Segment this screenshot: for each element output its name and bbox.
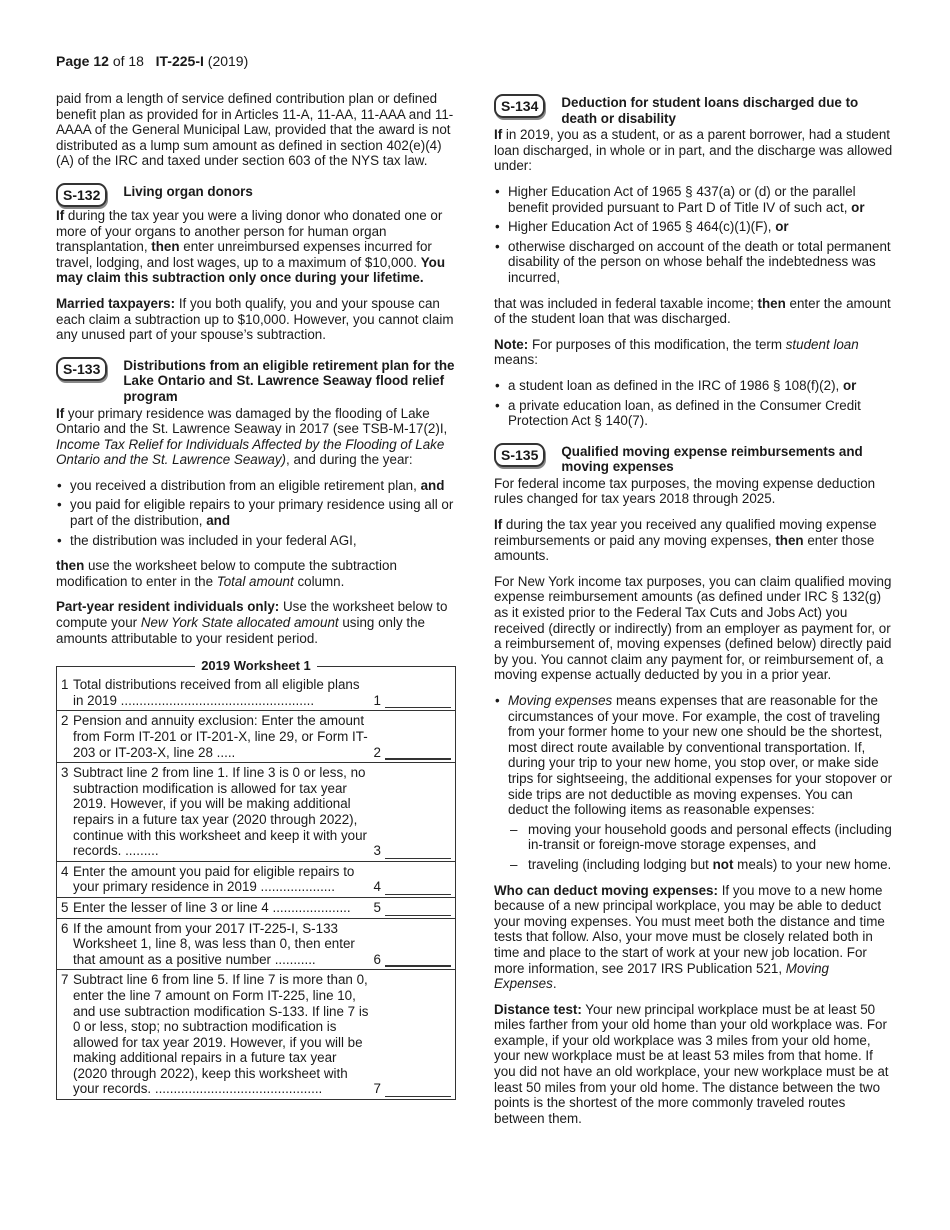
s135-p4-b1: Who can deduct moving expenses: [494, 882, 718, 898]
s132-p2-t1: If you both qualify, you and your spouse can each claim a subtraction up to $10,000. However, you cannot claim any unused part of your spouse’s subtraction. [56, 295, 454, 343]
s133-bullet-list [56, 478, 458, 548]
list-item [494, 219, 894, 235]
row-text: Total distributions received from all eligible plans in 2019 .................................................... [73, 677, 360, 708]
s134-title: Deduction for student loans discharged due to death or disability [561, 95, 859, 126]
section-s134-heading [494, 94, 894, 126]
s132-paragraph-2 [56, 296, 458, 343]
bullet-bold: and [420, 477, 445, 493]
row-number: 2 [61, 713, 69, 729]
s132-p2-b1: Married taxpayers: [56, 295, 176, 311]
worksheet-title-wrap [57, 658, 455, 674]
worksheet-row-1 [57, 675, 455, 710]
page-header [56, 53, 248, 69]
s134-bullet-list-2 [494, 378, 894, 429]
bullet-bold: or [842, 377, 857, 393]
bullet-text: otherwise discharged on account of the death or total permanent disability of the person on whose behalf the indebtedness was incurred, [508, 238, 891, 285]
bullet-text: a private education loan, as defined in the Consumer Credit Protection Act § 140(7). [508, 397, 861, 429]
s133-p1-t2: , and during the year: [286, 452, 413, 468]
s134-p2-t2: enter the amount of the student loan that was discharged. [494, 295, 891, 327]
s134-p1-t1: in 2019, you as a student, or as a parent borrower, had a student loan discharged, in whole or in part, and the discharge was allowed under: [494, 127, 893, 174]
s135-p2-t1: during the tax year you received any qualified moving expense reimbursements or paid any moving expenses, [494, 517, 877, 548]
row-number: 7 [61, 972, 69, 988]
s135-paragraph-2 [494, 517, 894, 564]
s134-p1-b1: If [494, 127, 503, 143]
list-item [494, 693, 894, 873]
line-number: 6 [373, 951, 381, 967]
s135-p2-b1: If [494, 517, 503, 533]
s135-p4-i1: Moving Expenses [494, 960, 829, 992]
section-s132-heading [56, 183, 458, 207]
bullet-bold: or [851, 199, 865, 215]
section-s133-heading [56, 357, 458, 405]
worksheet-row-5 [57, 897, 455, 918]
row-number: 6 [61, 920, 69, 936]
s133-paragraph-1 [56, 406, 458, 468]
row-text: Enter the amount you paid for eligible repairs to your primary residence in 2019 .................... [73, 863, 355, 895]
bullet-text: the distribution was included in your federal AGI, [70, 532, 357, 548]
line-2-entry[interactable] [385, 744, 451, 760]
worksheet-row-6 [57, 918, 455, 970]
line-number: 1 [373, 692, 381, 708]
s133-p2-t1: use the worksheet below to compute the subtraction modification to enter in the [56, 558, 397, 589]
bullet-text: you paid for eligible repairs to your primary residence using all or part of the distribution, [70, 497, 454, 529]
bullet-text: Higher Education Act of 1965 § 464(c)(1)(F), [508, 219, 776, 235]
row-number: 3 [61, 765, 69, 781]
s135-p2-b2: then [775, 532, 804, 548]
form-id: IT-225-I [155, 53, 204, 69]
s133-p2-i1: Total amount [216, 573, 294, 589]
bullet-bold: or [775, 219, 789, 235]
dash-bold: not [712, 856, 734, 872]
s133-paragraph-2 [56, 558, 458, 589]
s135-paragraph-3: For New York income tax purposes, you can claim qualified moving expense reimbursement amounts (as defined under IRC § 132(g) as it existed prior to the Federal Tax Cuts and Jobs Act) you received (directly or indirectly) from an employer as payment for, or a reimbursement of, moving expenses (defined below) directly paid by you. You cannot claim any payment for, or reimbursement of, a moving expense actually deducted by you in a prior year. [494, 573, 892, 683]
worksheet-row-2 [57, 710, 455, 762]
right-column [494, 94, 894, 1136]
bullet-bold: and [206, 513, 231, 529]
page-total: of 18 [112, 53, 144, 69]
row-text: Subtract line 2 from line 1. If line 3 is 0 or less, no subtraction modification is allowed for tax year 2019. However, if you will be making additional repairs in a future tax year (2020 through 2022), continue with this worksheet and keep it with your records. ......... [73, 765, 368, 859]
s134-p3-i1: student loan [785, 336, 859, 352]
s133-p3-b1: Part-year resident individuals only: [56, 599, 280, 615]
row-text: Subtract line 6 from line 5. If line 7 is more than 0, enter the line 7 amount on Form IT-225, line 10, and use subtraction modification S-133. If line 7 is 0 or less, stop; no subtraction modification is allowed for tax year 2019. However, if you will be making additional repairs in a future tax year (2020 through 2022), keep this worksheet with your records. ............................................. [73, 972, 369, 1097]
s135-paragraph-1: For federal income tax purposes, the moving expense deduction rules changed for tax years 2018 through 2025. [494, 475, 876, 507]
list-item [56, 533, 458, 549]
s132-p1-t2: enter unreimbursed expenses incurred for travel, lodging, and lost wages, up to a maximum of $10,000. [56, 239, 432, 270]
s132-p1-t1: during the tax year you were a living donor who donated one or more of your organs to another person for human organ transplantation, [56, 207, 443, 255]
s135-badge: S-135 [494, 443, 545, 467]
list-item [494, 239, 894, 286]
row-number: 1 [61, 677, 69, 693]
s133-title: Distributions from an eligible retirement plan for the Lake Ontario and St. Lawrence Seaway flood relief program [123, 357, 455, 404]
line-number: 3 [373, 843, 381, 859]
list-item [56, 497, 458, 528]
line-number: 4 [373, 879, 381, 895]
bullet-text: means expenses that are reasonable for the circumstances of your move. For example, the cost of traveling from your former home to your new one should be the shortest, most direct route available by conventional transportation. If, during your trip to your new home, you stop over, or make side trips for sightseeing, the additional expenses for your stopover or side trips are not deductible as moving expenses. You can deduct the following items as reasonable expenses: [508, 693, 893, 818]
worksheet-row-4 [57, 861, 455, 897]
worksheet-row-3 [57, 762, 455, 861]
s135-title: Qualified moving expense reimbursements and moving expenses [561, 443, 863, 475]
line-1-entry[interactable] [385, 693, 451, 708]
form-year: (2019) [207, 53, 249, 69]
section-s135-heading [494, 443, 894, 475]
s135-paragraph-4 [494, 883, 894, 992]
line-number: 2 [373, 744, 381, 760]
row-text: Enter the lesser of line 3 or line 4 ..................... [73, 899, 351, 915]
worksheet-1 [56, 658, 456, 1100]
s133-p1-i1: Income Tax Relief for Individuals Affected by the Flooding of Lake Ontario and the St. Lawrence Seaway) [56, 436, 445, 468]
s134-bullet-list [494, 184, 894, 286]
bullet-italic: Moving expenses [508, 693, 613, 708]
s132-badge: S-132 [56, 183, 107, 207]
bullet-text: you received a distribution from an eligible retirement plan, [70, 477, 421, 493]
list-item [494, 378, 894, 394]
line-5-entry[interactable] [385, 901, 451, 916]
s135-p2-t2: enter those amounts. [494, 532, 875, 564]
s134-p2-t1: that was included in federal taxable income; [494, 295, 758, 311]
intro-paragraph: paid from a length of service defined contribution plan or defined benefit plan as provided for in Articles 11-A, 11-AA, 11-AAA and 11-AAAA of the General Municipal Law, provided that the award is not distributed as a lump sum amount as defined in section 402(e)(4)(A) of the IRC and taxed under section 603 of the NYS tax law. [56, 91, 454, 169]
s132-p1-b2: then [151, 239, 180, 255]
list-item [494, 184, 894, 215]
line-3-entry[interactable] [385, 844, 451, 859]
row-text: Pension and annuity exclusion: Enter the amount from Form IT-201 or IT-201-X, line 29, or Form IT-203 or IT-203-X, line 28 ..... [73, 713, 368, 760]
line-7-entry[interactable] [385, 1082, 451, 1097]
s135-p5-t1: Your new principal workplace must be at least 50 miles farther from your old home than your old workplace was. For example, if your old workplace was 3 miles from your old home, your new workplace must be at least 53 miles from that home. If you did not have an old workplace, your new workplace must be at least 50 miles from your old home. The distance between the two points is the shortest of the more commonly traveled routes between them. [494, 1001, 889, 1126]
s134-badge: S-134 [494, 94, 545, 118]
s135-bullet-list [494, 693, 894, 873]
s133-p1-t1: your primary residence was damaged by the flooding of Lake Ontario and the St. Lawrence Seaway in 2017 (see TSB-M-17(2)I, [56, 405, 448, 437]
s135-p4-t2: . [552, 976, 557, 992]
s132-paragraph-1 [56, 208, 458, 286]
s135-paragraph-5 [494, 1002, 894, 1127]
s135-p4-t1: If you move to a new home because of a new principal workplace, you may be able to deduct your moving expenses. You must meet both the distance and time tests that follow. Also, your move must be closely related both in time and place to the start of work at your new job location. For more information, see 2017 IRS Publication 521, [494, 882, 885, 976]
dash-list [508, 822, 894, 873]
line-4-entry[interactable] [385, 880, 451, 895]
s133-badge: S-133 [56, 357, 107, 381]
s132-p1-b3: You may claim this subtraction only once during your lifetime. [56, 254, 446, 286]
s134-p3-t1: For purposes of this modification, the term [528, 336, 786, 352]
dash-text-2: meals) to your new home. [733, 856, 892, 872]
list-item [494, 398, 894, 429]
line-6-entry[interactable] [385, 951, 451, 967]
s133-p3-i1: New York State allocated amount [140, 615, 339, 631]
s134-paragraph-3 [494, 337, 894, 368]
s134-p3-t2: means: [494, 352, 538, 368]
line-number: 7 [373, 1081, 381, 1097]
s134-p3-b1: Note: [494, 336, 529, 352]
bullet-text: Higher Education Act of 1965 § 437(a) or (d) or the parallel benefit provided pursuant to Part D of Title IV of such act, [508, 183, 856, 215]
s134-p2-b1: then [757, 295, 786, 311]
worksheet-row-7 [57, 969, 455, 1099]
list-item [508, 857, 894, 873]
left-column [56, 91, 458, 1100]
s134-paragraph-2 [494, 296, 894, 327]
list-item: – moving your household goods and personal effects (including in-transit or foreign-move storage expenses, and [508, 822, 894, 853]
worksheet-title: 2019 Worksheet 1 [195, 658, 317, 673]
row-text: If the amount from your 2017 IT-225-I, S-133 Worksheet 1, line 8, was less than 0, then enter that amount as a positive number ........... [73, 920, 355, 967]
s132-title: Living organ donors [123, 183, 253, 199]
list-item [56, 478, 458, 494]
s133-p1-b1: If [56, 405, 65, 421]
page-label: Page [56, 53, 90, 69]
s135-p5-b1: Distance test: [494, 1001, 582, 1017]
line-number: 5 [373, 899, 381, 915]
bullet-text: a student loan as defined in the IRC of 1986 § 108(f)(2), [508, 377, 843, 393]
s134-paragraph-1 [494, 127, 894, 174]
s133-paragraph-3 [56, 599, 458, 646]
row-number: 5 [61, 899, 69, 915]
row-number: 4 [61, 863, 69, 879]
s133-p3-t2: using only the amounts attributable to your resident period. [56, 615, 425, 646]
dash-text: traveling (including lodging but [528, 856, 713, 872]
page-number: 12 [93, 53, 109, 69]
s132-p1-b1: If [56, 207, 65, 223]
s133-p2-t2: column. [293, 573, 345, 589]
s133-p2-b1: then [56, 558, 85, 574]
s133-p3-t1: Use the worksheet below to compute your [56, 599, 448, 631]
